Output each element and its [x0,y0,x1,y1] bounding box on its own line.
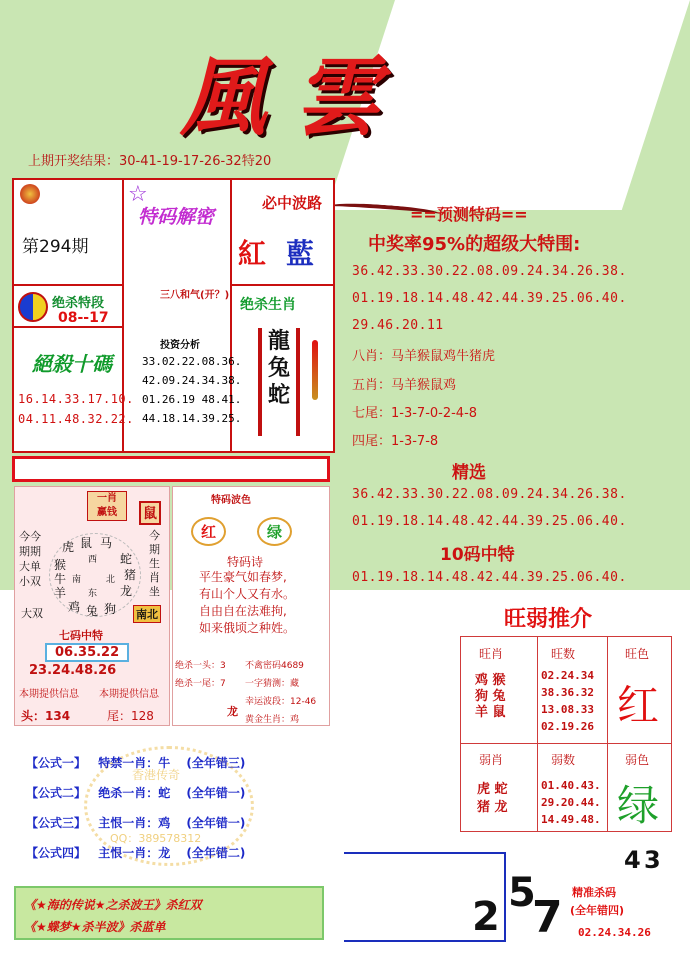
zodiac-char: 狗 [104,602,117,616]
weak-color: 绿 [617,781,660,830]
strong-zodiac-row: 狗 兔 [475,689,506,704]
poem-line: 如来俄顷之种姓。 [199,621,296,635]
hanging-ornament [312,340,318,400]
yinyang-icon [18,292,48,322]
prediction-select-title: 精选 [452,463,486,483]
formula-name: 【公式三】 [26,816,87,830]
investment-rows [142,352,241,428]
formula-note: (全年错二) [186,846,246,860]
strong-numbers [541,667,594,735]
strong-weak-grid [460,636,672,832]
poster-title: 風雲 [180,47,408,148]
kill-zodiac-char: 蛇 [268,383,291,408]
investment-row: 44.18.14.39.25. [142,412,242,425]
info-head-left: 本期提供信息 [19,689,79,700]
wave-blue: 藍 [286,237,315,270]
formula-row-2 [26,784,245,801]
seven-code-row2: 23.24.48.26 [29,663,117,678]
weak-numbers [541,777,601,828]
badge-sub: 赢钱 [97,507,117,518]
prediction-ten-line: 01.19.18.14.48.42.44.39.25.06.40. [352,570,627,585]
poem-title: 特码诗 [227,555,264,569]
zodiac-char: 马 [100,536,113,550]
kill-digit-7: 7 [532,892,563,943]
formula-text: 主恨一肖：龙 [98,846,171,860]
weak-number-row: 01.40.43. [541,779,601,792]
wave-red: 紅 [238,237,267,270]
banner-line-1: 《★海的传说★之杀波王》杀红双 [24,898,202,912]
prediction-eight-zodiac: 八肖：马羊猴鼠鸡牛猪虎 [352,349,496,364]
header-weak-color: 弱色 [625,753,650,767]
special-code-title: 特码解密 [138,206,215,228]
kill-segment-value: 08--17 [58,310,109,326]
bottom-left-label: 大双 [21,607,43,620]
weak-number-row: 14.49.48. [541,813,601,826]
wave-color-title: 特码波色 [211,495,251,506]
badge-title: 一肖 [97,493,117,504]
wave-dragon: 龙 [227,705,238,718]
compass-char: 南 [72,575,82,585]
weak-zodiac [477,781,508,817]
kill-digit-5: 5 [508,870,536,916]
prediction-select-line2: 01.19.18.14.48.42.44.39.25.06.40. [352,514,627,529]
strong-color: 红 [617,681,660,730]
formula-row-4 [26,844,245,861]
kill-code-note: (全年错四) [570,904,625,917]
zodiac-circle [49,533,141,617]
prediction-select-line1: 36.42.33.30.22.08.09.24.34.26.38. [352,487,627,502]
investment-row: 42.09.24.34.38. [142,374,242,387]
wave-box-title: 必中波路 [262,194,323,212]
investment-title: 投资分析 [160,340,200,351]
kill-wave-banner [14,886,324,940]
poem-lines [199,569,295,637]
one-zodiac-panel [14,486,170,726]
strong-zodiac-row: 羊 鼠 [475,705,506,720]
poem-line: 自由自在法难拘, [199,604,287,618]
formula-text: 特禁一肖：牛 [98,756,171,770]
banner-line-2: 《★蝶梦★杀半波》杀蓝单 [24,920,166,934]
badge-direction: 南北 [133,605,161,623]
kill-zodiac-char: 兔 [268,356,291,381]
strong-weak-panel [456,602,676,832]
poem-line: 有山个人又有水。 [199,587,296,601]
prediction-line3: 29.46.20.11 [352,318,444,333]
right-label: 今 [149,529,160,542]
yinyang-badge [20,184,40,204]
info-head-right: 本期提供信息 [99,689,159,700]
right-label: 生 [149,557,160,570]
prediction-line2: 01.19.18.14.48.42.44.39.25.06.40. [352,291,627,306]
investment-row: 01.26.19 48.41. [142,393,242,406]
strong-number-row: 02.19.26 [541,720,594,733]
zodiac-char: 虎 [62,540,75,554]
kill-digit-3: 3 [644,846,661,874]
star-icon: ☆ [128,182,148,207]
weak-zodiac-row: 猪 龙 [477,800,508,815]
formula-note: (全年错三) [186,756,246,770]
wave-color-green: 绿 [257,517,292,546]
prediction-five-zodiac: 五肖：马羊猴鼠鸡 [352,378,457,393]
prediction-line1: 36.42.33.30.22.08.09.24.34.26.38. [352,264,627,279]
right-list-item: 一字猜测：藏 [245,679,300,689]
seven-code-row1: 06.35.22 [45,643,129,662]
zodiac-char: 龙 [120,584,133,598]
strong-number-row: 13.08.33 [541,703,594,716]
prediction-ten-title: 10码中特 [440,545,515,565]
strong-number-row: 02.24.34 [541,669,594,682]
right-list-item: 不禽密码4689 [245,661,304,671]
mid-divider-bar [12,456,330,482]
compass-char: 北 [106,575,116,585]
tail-label: 尾：128 [107,709,154,723]
kill-ten-row1: 16.14.33.17.10. [18,392,134,406]
right-labels [149,529,160,599]
compass-char: 东 [88,589,98,599]
formula-note: (全年错一) [186,786,246,800]
header-strong-zodiac: 旺肖 [479,647,504,661]
kill-code-panel [468,846,678,946]
kill-digit-2: 2 [472,894,500,940]
poem-line: 平生豪气如春梦, [199,570,287,584]
zodiac-char: 羊 [54,586,67,600]
zodiac-char: 猴 [54,558,67,572]
left-labels [19,529,41,589]
right-list-item: 黄金生肖：鸡 [245,715,300,725]
header-strong-number: 旺数 [551,647,576,661]
wave-color-panel [172,486,330,726]
strong-zodiac-row: 鸡 猴 [475,673,506,688]
formula-name: 【公式一】 [26,756,87,770]
investment-row: 33.02.22.08.36. [142,355,242,368]
formula-row-3 [26,814,245,831]
kill-ten-row2: 04.11.48.32.22. [18,412,134,426]
compass-char: 西 [88,555,98,565]
zodiac-char: 猪 [124,568,137,582]
left-list-item: 绝杀一尾：7 [175,679,226,689]
head-label: 头：134 [21,709,71,723]
one-zodiac-badge [87,491,127,521]
kill-code-numbers: 02.24.34.26 [578,926,651,939]
formula-text: 主恨一肖：鸡 [98,816,171,830]
strong-zodiac [475,673,506,721]
strong-weak-title: 旺弱推介 [504,607,593,632]
badge-char: 鼠 [139,501,161,525]
last-result: 上期开奖结果：30-41-19-17-26-32特20 [28,154,272,169]
left-label: 今今 [19,530,41,543]
formula-text: 绝杀一肖：蛇 [98,786,171,800]
kill-zodiac-title: 绝杀生肖 [240,297,296,313]
kill-segment-title: 绝杀特段 [52,296,105,311]
header-weak-zodiac: 弱肖 [479,753,504,767]
zodiac-char: 牛 [54,572,67,586]
left-list-item: 绝杀一头：3 [175,661,226,671]
special-code-subtitle: 三八和气(开？) [160,290,230,301]
formula-row-1 [26,754,245,771]
header-strong-color: 旺色 [625,647,650,661]
left-label: 期期 [19,545,41,558]
kill-zodiac-char: 龍 [268,329,291,354]
left-label: 大单 [19,560,41,573]
prediction-rate: 中奖率95%的超级大特围: [368,234,581,255]
seven-code-title: 七码中特 [59,629,103,642]
left-info-grid [12,178,335,453]
zodiac-char: 鸡 [68,600,81,614]
header-weak-number: 弱数 [551,753,576,767]
zodiac-char: 鼠 [80,536,93,550]
weak-number-row: 29.20.44. [541,796,601,809]
weak-zodiac-row: 虎 蛇 [477,782,508,797]
watermark-line2: QQ：389578312 [110,832,202,845]
wave-right-list [245,657,316,729]
kill-digit-4: 4 [624,846,641,874]
kill-ten-title: 絕殺十碼 [32,352,112,376]
formula-panel [14,738,334,878]
formula-note: (全年错一) [186,816,246,830]
right-list-item: 幸运波段：12-46 [245,697,317,707]
right-label: 肖 [149,571,160,584]
prediction-four-tail: 四尾：1-3-7-8 [352,434,439,449]
kill-code-title: 精准杀码 [572,886,616,899]
formula-name: 【公式四】 [26,846,87,860]
right-label: 坐 [149,585,160,598]
kill-zodiac-chars [258,328,300,436]
watermark-line1: 香港传奇 [132,768,181,782]
wave-color-red: 红 [191,517,226,546]
zodiac-char: 蛇 [120,552,133,566]
zodiac-char: 兔 [86,604,99,618]
wave-left-list [175,657,226,693]
right-label: 期 [149,543,160,556]
prediction-title: ==预测特码== [410,205,528,224]
strong-number-row: 38.36.32 [541,686,594,699]
left-label: 小双 [19,575,41,588]
prediction-seven-tail: 七尾：1-3-7-0-2-4-8 [352,406,478,421]
issue-label: 第294期 [22,237,89,257]
formula-name: 【公式二】 [26,786,87,800]
